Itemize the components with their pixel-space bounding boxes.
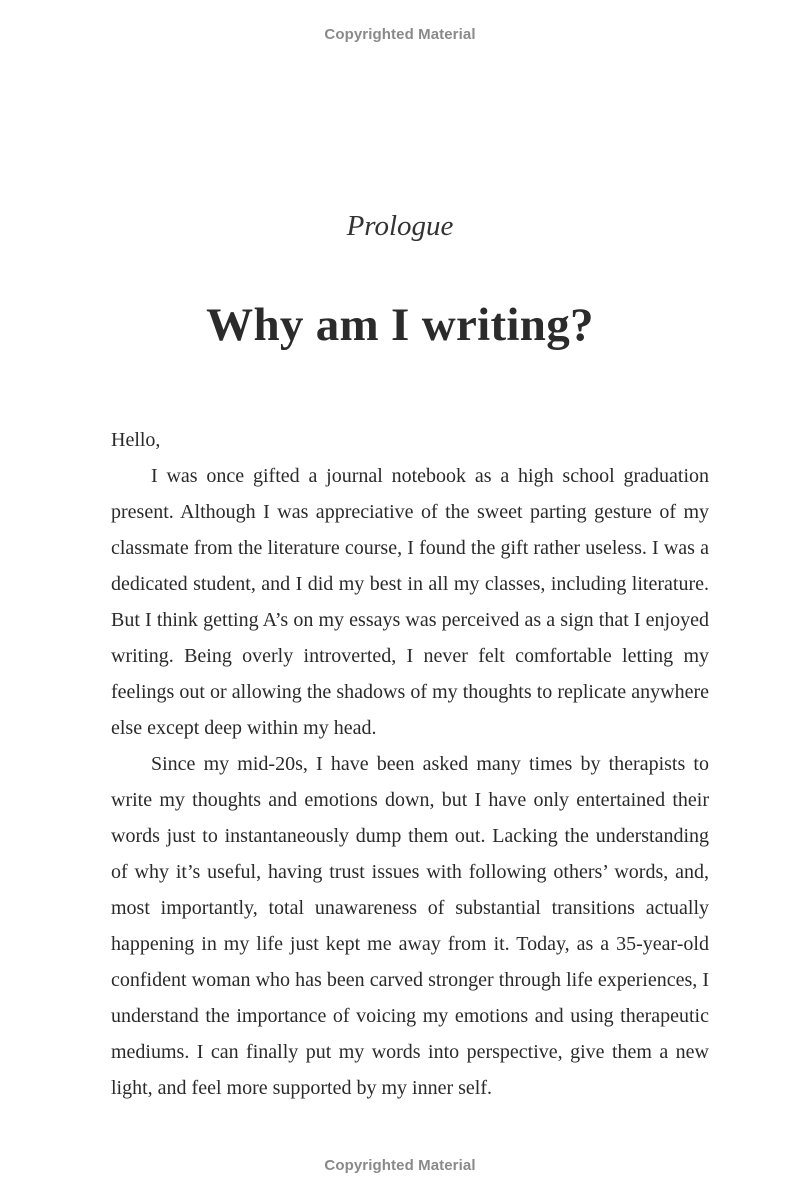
salutation: Hello, [111,429,161,451]
paragraph: I was once gifted a journal notebook as a high school graduation present. Although I was appreciative of the sweet parting gesture of my classmate from the literature course, I found the gift rather useless. I was a dedicated student, and I did my best in all my classes, including literature. But I think getting A’s on my essays was perceived as a sign that I enjoyed writing. Being overly introverted, I never felt comfortable letting my feelings out or allowing the shadows of my thoughts to replicate anywhere else except deep within my head. [111,465,709,739]
body-text [111,422,709,1106]
chapter-kicker: Prologue [346,210,454,242]
copyright-watermark-bottom: Copyrighted Material [324,1157,476,1174]
paragraph: Since my mid-20s, I have been asked many times by therapists to write my thoughts and emotions down, but I have only entertained their words just to instantaneously dump them out. Lacking the understanding of why it’s useful, having trust issues with following others’ words, and, most importantly, total unawareness of substantial transitions actually happening in my life just kept me away from it. Today, as a 35-year-old confident woman who has been carved stronger through life experiences, I understand the importance of voicing my emotions and using therapeutic mediums. I can finally put my words into perspective, give them a new light, and feel more supported by my inner self. [111,753,709,1099]
chapter-title: Why am I writing? [206,299,594,351]
copyright-watermark-top: Copyrighted Material [324,26,476,43]
